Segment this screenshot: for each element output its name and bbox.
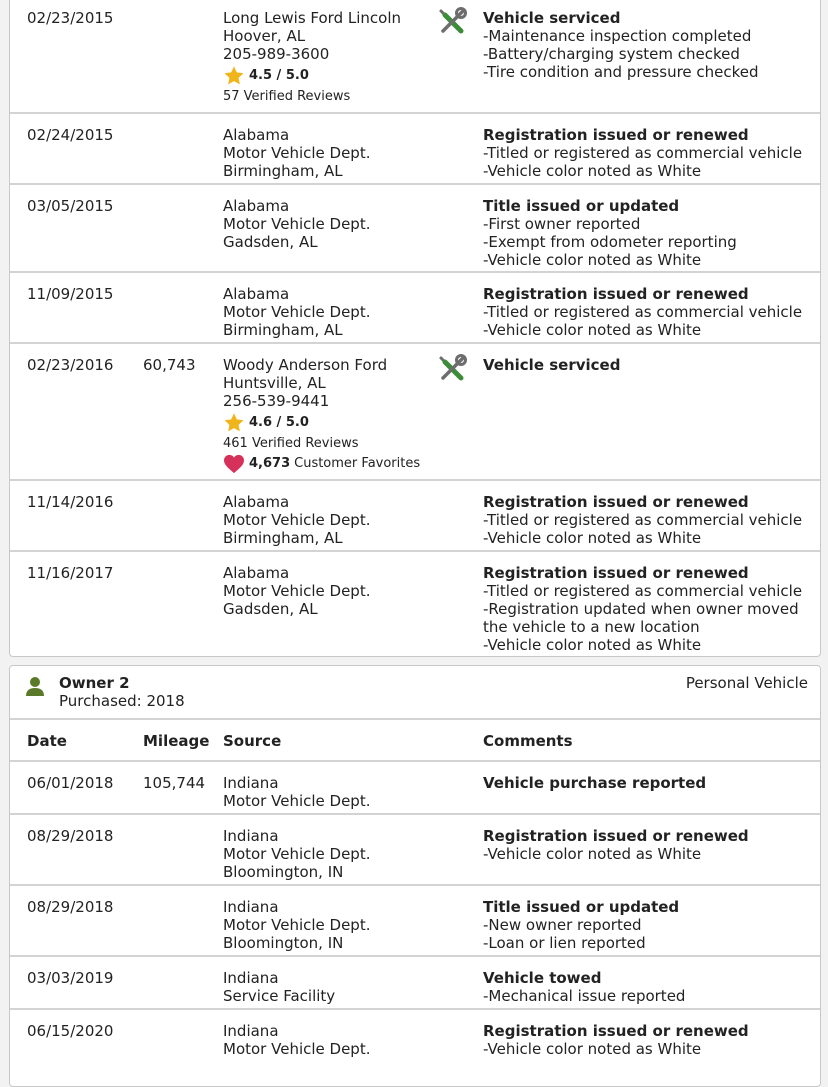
row-source: [223, 356, 420, 474]
source-line: Motor Vehicle Dept.: [223, 215, 371, 233]
owner-2-history-panel: [9, 665, 821, 1087]
rating-value: 4.6 / 5.0: [249, 415, 309, 430]
row-comments: [483, 356, 620, 374]
comment-line: -Mechanical issue reported: [483, 987, 686, 1005]
wrench-screwdriver-icon: [437, 354, 467, 384]
column-header-comments: Comments: [483, 732, 573, 750]
comment-title: Registration issued or renewed: [483, 827, 749, 845]
row-source: [223, 126, 370, 180]
source-line: Gadsden, AL: [223, 233, 318, 251]
row-source: [223, 827, 370, 881]
source-line: Birmingham, AL: [223, 321, 343, 339]
source-line: Motor Vehicle Dept.: [223, 1040, 371, 1058]
source-line: Service Facility: [223, 987, 336, 1005]
table-header: [10, 720, 820, 762]
source-line: Motor Vehicle Dept.: [223, 303, 371, 321]
row-source: [223, 197, 370, 251]
row-comments: [483, 969, 685, 1005]
row-date: 06/01/2018: [27, 774, 114, 792]
comment-line: -Vehicle color noted as White: [483, 636, 702, 654]
source-line: Motor Vehicle Dept.: [223, 845, 371, 863]
wrench-screwdriver-icon: [437, 7, 467, 37]
source-line: Alabama: [223, 493, 290, 511]
row-date: 03/03/2019: [27, 969, 114, 987]
comment-line: -Titled or registered as commercial vehicle: [483, 511, 803, 529]
comment-title: Registration issued or renewed: [483, 285, 749, 303]
comment-line: -Titled or registered as commercial vehicle: [483, 144, 803, 162]
owner-title: Owner 2: [59, 674, 130, 692]
row-source: [223, 493, 370, 547]
table-row: [10, 344, 820, 481]
row-comments: [483, 493, 802, 547]
source-line: Indiana: [223, 969, 279, 987]
source-line: 256-539-9441: [223, 392, 330, 410]
source-line: Bloomington, IN: [223, 863, 344, 881]
source-line: Indiana: [223, 898, 279, 916]
comment-line: -Titled or registered as commercial vehicle: [483, 582, 803, 600]
table-row: [10, 481, 820, 552]
row-source: [223, 9, 401, 107]
row-comments: [483, 774, 706, 792]
table-row: [10, 886, 820, 957]
comment-line: -Battery/charging system checked: [483, 45, 740, 63]
source-line: Gadsden, AL: [223, 600, 318, 618]
comment-title: Vehicle serviced: [483, 9, 621, 27]
table-row: [10, 815, 820, 886]
row-comments: [483, 126, 802, 180]
comment-line: -First owner reported: [483, 215, 641, 233]
comment-title: Vehicle serviced: [483, 356, 621, 374]
comment-line: -New owner reported: [483, 916, 642, 934]
comment-title: Registration issued or renewed: [483, 564, 749, 582]
source-line: 205-989-3600: [223, 45, 330, 63]
comment-title: Title issued or updated: [483, 898, 680, 916]
row-mileage: 60,743: [143, 356, 196, 374]
row-source: [223, 1022, 370, 1058]
row-date: 02/24/2015: [27, 126, 114, 144]
comment-line: -Exempt from odometer reporting: [483, 233, 737, 251]
source-line: Bloomington, IN: [223, 934, 344, 952]
row-source: [223, 969, 335, 1005]
source-line: Long Lewis Ford Lincoln: [223, 9, 402, 27]
source-line: Motor Vehicle Dept.: [223, 792, 371, 810]
row-date: 11/14/2016: [27, 493, 114, 511]
source-line: Alabama: [223, 197, 290, 215]
owner-1-history-panel: [9, 0, 821, 657]
row-date: 08/29/2018: [27, 898, 114, 916]
source-line: Motor Vehicle Dept.: [223, 144, 371, 162]
comment-title: Title issued or updated: [483, 197, 680, 215]
comment-line: -Vehicle color noted as White: [483, 1040, 702, 1058]
row-date: 06/15/2020: [27, 1022, 114, 1040]
owner-2-header: [10, 666, 820, 720]
table-row: [10, 185, 820, 273]
source-line: Alabama: [223, 126, 290, 144]
column-header-date: Date: [27, 732, 67, 750]
comment-title: Registration issued or renewed: [483, 493, 749, 511]
row-comments: [483, 197, 737, 269]
row-comments: [483, 1022, 749, 1058]
source-line: Indiana: [223, 774, 279, 792]
rating: [223, 65, 401, 87]
person-icon: [26, 676, 44, 696]
row-comments: [483, 898, 679, 952]
comment-line: -Loan or lien reported: [483, 934, 646, 952]
row-source: [223, 564, 370, 618]
comment-line: -Tire condition and pressure checked: [483, 63, 759, 81]
comment-line: -Titled or registered as commercial vehicle: [483, 303, 803, 321]
source-line: Alabama: [223, 285, 290, 303]
comment-line: -Maintenance inspection completed: [483, 27, 752, 45]
source-line: Motor Vehicle Dept.: [223, 916, 371, 934]
comment-line: -Vehicle color noted as White: [483, 251, 702, 269]
table-row: [10, 552, 820, 656]
row-comments: [483, 827, 749, 863]
review-count: 57 Verified Reviews: [223, 89, 351, 104]
star-icon: [223, 412, 245, 434]
table-row: [10, 762, 820, 815]
comment-line: -Vehicle color noted as White: [483, 529, 702, 547]
row-date: 11/09/2015: [27, 285, 114, 303]
row-date: 11/16/2017: [27, 564, 114, 582]
row-date: 02/23/2015: [27, 9, 114, 27]
favorites-count: 4,673: [249, 456, 291, 471]
source-line: Hoover, AL: [223, 27, 306, 45]
comment-line: -Vehicle color noted as White: [483, 321, 702, 339]
source-line: Motor Vehicle Dept.: [223, 582, 371, 600]
row-source: [223, 285, 370, 339]
column-header-mileage: Mileage: [143, 732, 210, 750]
row-source: [223, 898, 370, 952]
table-row: [10, 957, 820, 1010]
row-source: [223, 774, 370, 810]
source-line: Birmingham, AL: [223, 162, 343, 180]
column-header-source: Source: [223, 732, 282, 750]
comment-line: -Vehicle color noted as White: [483, 845, 702, 863]
vehicle-type: Personal Vehicle: [685, 674, 808, 692]
row-comments: [483, 285, 802, 339]
comment-title: Registration issued or renewed: [483, 1022, 749, 1040]
customer-favorites: [223, 454, 420, 474]
comment-line: -Registration updated when owner moved: [483, 600, 799, 618]
source-line: Woody Anderson Ford: [223, 356, 388, 374]
comment-line: the vehicle to a new location: [483, 618, 700, 636]
row-date: 02/23/2016: [27, 356, 114, 374]
table-row: [10, 114, 820, 185]
source-line: Indiana: [223, 1022, 279, 1040]
source-line: Huntsville, AL: [223, 374, 326, 392]
table-row: [10, 273, 820, 344]
source-line: Indiana: [223, 827, 279, 845]
comment-title: Registration issued or renewed: [483, 126, 749, 144]
row-comments: [483, 9, 759, 81]
table-row: [10, 1010, 820, 1080]
source-line: Birmingham, AL: [223, 529, 343, 547]
row-date: 08/29/2018: [27, 827, 114, 845]
source-line: Alabama: [223, 564, 290, 582]
owner-purchased: Purchased: 2018: [59, 692, 185, 710]
review-count: 461 Verified Reviews: [223, 436, 359, 451]
table-row: [10, 0, 820, 114]
source-line: Motor Vehicle Dept.: [223, 511, 371, 529]
star-icon: [223, 65, 245, 87]
row-date: 03/05/2015: [27, 197, 114, 215]
row-comments: [483, 564, 802, 654]
rating: [223, 412, 420, 434]
row-mileage: 105,744: [143, 774, 206, 792]
favorites-label: Customer Favorites: [294, 456, 421, 471]
heart-icon: [223, 454, 245, 474]
comment-title: Vehicle towed: [483, 969, 602, 987]
rating-value: 4.5 / 5.0: [249, 68, 309, 83]
comment-title: Vehicle purchase reported: [483, 774, 707, 792]
comment-line: -Vehicle color noted as White: [483, 162, 702, 180]
